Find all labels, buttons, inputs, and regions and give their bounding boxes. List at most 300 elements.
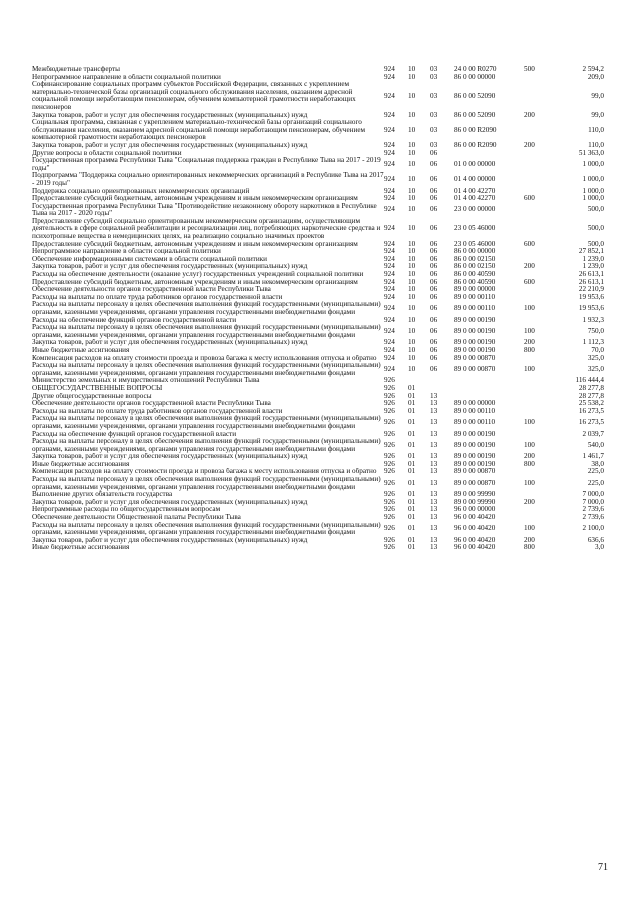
row-amount: 1 000,0 — [582, 175, 604, 184]
row-amount: 2 039,7 — [582, 430, 604, 438]
row-target-article: 96 0 00 40420 — [454, 544, 496, 552]
row-name: Расходы на обеспечение функций органов государственной власти — [32, 316, 237, 324]
row-name: Софинансирование социальных программ субъектов Российской Федерации, связанных с укреплением материально-технической базы организаций социального обслуживания населения, оказанием адресной социальной помощи неработающим пенсионерам, обучением компьютерной грамотности неработающих пенсионеров — [32, 81, 356, 111]
row-subsection-code: 06 — [430, 248, 438, 256]
row-expense-type: 100 — [524, 440, 535, 449]
page-number: 71 — [598, 862, 608, 873]
row-name: Расходы на выплаты персоналу в целях обеспечения выполнения функций государственными (муниципальными) органами, казенными учреждениями, органами управления государственными внебюджетными фондами — [32, 362, 381, 377]
row-grbs-code: 924 — [384, 316, 395, 324]
row-target-article: 89 0 00 00870 — [454, 364, 496, 373]
row-expense-type — [524, 385, 552, 393]
row-amount: 19 953,6 — [578, 304, 604, 313]
row-grbs-code: 924 — [384, 293, 395, 301]
row-name: Другие вопросы в области социальной политики — [32, 149, 182, 157]
row-expense-type: 200 — [524, 111, 535, 119]
row-section-code: 10 — [408, 326, 416, 335]
row-subsection-code: 13 — [430, 491, 438, 499]
row-grbs-code: 924 — [384, 346, 395, 354]
row-subsection-code: 13 — [430, 506, 438, 514]
row-expense-type — [524, 393, 552, 401]
row-expense-type: 100 — [524, 364, 535, 373]
row-target-article — [454, 377, 524, 385]
row-grbs-code: 926 — [384, 400, 395, 408]
row-subsection-code: 06 — [430, 316, 438, 324]
row-target-article: 96 0 00 40420 — [454, 524, 496, 533]
table-row — [32, 468, 604, 476]
row-amount: 28 277,8 — [578, 384, 604, 392]
row-section-code: 01 — [408, 514, 416, 522]
row-amount: 500,0 — [587, 205, 604, 214]
row-section-code: 01 — [408, 430, 416, 438]
row-expense-type — [524, 491, 552, 499]
row-amount: 25 538,2 — [578, 400, 604, 408]
row-expense-type — [524, 408, 552, 416]
table-row — [32, 81, 604, 111]
row-section-code: 10 — [408, 339, 416, 347]
table-row — [32, 188, 604, 196]
row-subsection-code: 06 — [430, 364, 438, 373]
budget-table-body — [32, 66, 604, 552]
row-expense-type — [524, 203, 552, 218]
row-amount: 225,0 — [587, 468, 604, 476]
row-target-article: 89 0 00 00870 — [454, 354, 496, 362]
row-name: ОБЩЕГОСУДАРСТВЕННЫЕ ВОПРОСЫ — [32, 384, 163, 392]
row-expense-type — [524, 74, 552, 82]
row-name: Закупка товаров, работ и услуг для обеспечения государственных (муниципальных) нужд — [32, 536, 308, 544]
table-row — [32, 431, 604, 439]
row-expense-type — [524, 218, 552, 241]
row-amount: 99,0 — [591, 111, 604, 119]
row-grbs-code: 924 — [384, 66, 395, 73]
row-grbs-code: 924 — [384, 205, 395, 214]
table-row — [32, 294, 604, 302]
table-row — [32, 256, 604, 264]
table-row — [32, 119, 604, 142]
row-amount: 325,0 — [587, 354, 604, 362]
row-section-code: 01 — [408, 418, 416, 427]
row-expense-type: 500 — [524, 66, 535, 73]
row-section-code: 10 — [408, 354, 416, 362]
table-row — [32, 499, 604, 507]
row-subsection-code: 13 — [430, 514, 438, 522]
table-row — [32, 324, 604, 339]
row-amount: 38,0 — [591, 460, 604, 468]
row-name: Компенсация расходов на оплату стоимости проезда и провоза багажа к месту использования отпуска и обратно — [32, 354, 377, 362]
row-amount: 27 852,1 — [578, 248, 604, 256]
row-target-article: 86 0 00 02150 — [454, 255, 496, 263]
table-row — [32, 150, 604, 158]
table-row — [32, 476, 604, 491]
row-expense-type — [524, 119, 552, 142]
row-expense-type — [524, 468, 552, 476]
row-subsection-code: 06 — [430, 255, 438, 263]
row-name: Закупка товаров, работ и услуг для обеспечения государственных (муниципальных) нужд — [32, 453, 308, 461]
row-amount: 1 239,0 — [582, 255, 604, 263]
row-section-code: 10 — [408, 73, 416, 81]
row-subsection-code: 13 — [430, 392, 438, 400]
row-name: Расходы на выплаты по оплате труда работников органов государственной власти — [32, 407, 283, 415]
row-grbs-code: 926 — [384, 377, 395, 385]
table-row — [32, 301, 604, 316]
row-subsection-code: 13 — [430, 407, 438, 415]
row-section-code: 10 — [408, 141, 416, 149]
row-section-code: 01 — [408, 491, 416, 499]
table-row — [32, 393, 604, 401]
row-target-article: 89 0 00 00110 — [454, 304, 496, 313]
row-subsection-code: 06 — [430, 326, 438, 335]
row-grbs-code: 924 — [384, 159, 395, 168]
row-target-article: 23 0 05 46000 — [454, 240, 496, 248]
row-section-code: 10 — [408, 293, 416, 301]
row-section-code: 10 — [408, 248, 416, 256]
row-section-code: 10 — [408, 159, 416, 168]
row-name: Государственная программа Республики Тыва "Социальная поддержка граждан в Республике Тыва на 2017 - 2019 годы" — [32, 157, 381, 172]
row-section-code: 10 — [408, 364, 416, 373]
table-row — [32, 415, 604, 430]
row-section-code: 01 — [408, 407, 416, 415]
row-target-article: 89 0 00 00110 — [454, 407, 496, 415]
row-amount: 500,0 — [587, 240, 604, 248]
row-target-article: 96 0 00 40420 — [454, 536, 496, 544]
row-expense-type: 800 — [524, 544, 535, 552]
row-section-code: 10 — [408, 316, 416, 324]
row-target-article: 86 0 00 00000 — [454, 73, 496, 81]
row-section-code: 10 — [408, 278, 416, 286]
row-name: Расходы на выплаты персоналу в целях обеспечения выполнения функций государственными (муниципальными) органами, казенными учреждениями, органами управления государственными внебюджетными фондами — [32, 476, 381, 491]
row-expense-type: 200 — [524, 141, 535, 149]
row-amount: 209,0 — [587, 73, 604, 81]
row-grbs-code: 924 — [384, 149, 395, 157]
row-amount: 1 112,3 — [582, 339, 604, 347]
row-expense-type: 600 — [524, 195, 535, 203]
row-section-code: 01 — [408, 460, 416, 468]
row-section-code: 10 — [408, 111, 416, 119]
row-section-code: 01 — [408, 536, 416, 544]
table-row — [32, 271, 604, 279]
row-name: Обеспечение деятельности органов государственной власти Республики Тыва — [32, 286, 271, 294]
table-row — [32, 506, 604, 514]
row-name: Расходы на выплаты персоналу в целях обеспечения выполнения функций государственными (муниципальными) органами, казенными учреждениями, органами управления государственными внебюджетными фондами — [32, 521, 381, 537]
row-target-article: 01 4 00 00000 — [454, 175, 496, 184]
row-amount: 7 000,0 — [582, 491, 604, 499]
table-row — [32, 74, 604, 82]
row-name: Расходы на выплаты персоналу в целях обеспечения выполнения функций государственными (муниципальными) органами, казенными учреждениями, органами управления государственными внебюджетными фондами — [32, 438, 381, 453]
row-grbs-code: 926 — [384, 418, 395, 427]
row-grbs-code: 926 — [384, 536, 395, 544]
row-target-article: 89 0 00 00000 — [454, 286, 496, 294]
row-expense-type: 200 — [524, 263, 535, 271]
row-amount: 116 444,4 — [575, 377, 604, 385]
row-amount: 1 461,7 — [582, 453, 604, 461]
row-subsection-code: 13 — [430, 478, 438, 487]
row-subsection-code: 06 — [430, 240, 438, 248]
row-subsection-code: 03 — [430, 111, 438, 119]
row-grbs-code: 926 — [384, 468, 395, 476]
row-name: Иные бюджетные ассигнования — [32, 460, 130, 468]
table-row — [32, 491, 604, 499]
row-amount: 225,0 — [587, 478, 604, 487]
table-row — [32, 195, 604, 203]
row-target-article: 01 4 00 42270 — [454, 195, 496, 203]
row-name: Расходы на выплаты персоналу в целях обеспечения выполнения функций государственными (муниципальными) органами, казенными учреждениями, органами управления государственными внебюджетными фондами — [32, 415, 381, 430]
row-name: Обеспечение деятельности Общественной палаты Республики Тыва — [32, 514, 241, 522]
row-expense-type — [524, 355, 552, 363]
row-expense-type — [524, 514, 552, 522]
row-section-code: 01 — [408, 400, 416, 408]
row-name: Закупка товаров, работ и услуг для обеспечения государственных (муниципальных) нужд — [32, 339, 308, 347]
row-subsection-code: 03 — [430, 91, 438, 100]
row-name: Социальная программа, связанная с укреплением материально-технической базы организаций социального обслуживания населения, оказанием адресной социальной помощи неработающим пенсионерам, обучением компьютерной грамотности неработающих пенсионеров — [32, 119, 366, 142]
row-amount: 26 613,1 — [578, 278, 604, 286]
table-row — [32, 112, 604, 120]
row-expense-type — [524, 431, 552, 439]
row-subsection-code: 06 — [430, 339, 438, 347]
row-name: Государственная программа Республики Тыва "Противодействие незаконному обороту наркотиков в Республике Тыва на 2017 - 2020 годы" — [32, 202, 377, 218]
row-expense-type — [524, 271, 552, 279]
row-amount: 1 000,0 — [582, 187, 604, 195]
row-section-code: 01 — [408, 544, 416, 552]
row-target-article: 86 0 00 40590 — [454, 278, 496, 286]
table-row — [32, 317, 604, 325]
row-amount: 3,0 — [595, 544, 604, 552]
row-grbs-code: 926 — [384, 491, 395, 499]
row-subsection-code: 06 — [430, 149, 438, 157]
row-subsection-code: 13 — [430, 468, 438, 476]
row-subsection-code: 06 — [430, 159, 438, 168]
row-name: Закупка товаров, работ и услуг для обеспечения государственных (муниципальных) нужд — [32, 111, 308, 119]
table-row — [32, 218, 604, 241]
row-subsection-code — [430, 385, 454, 393]
row-grbs-code: 926 — [384, 506, 395, 514]
row-expense-type — [524, 506, 552, 514]
table-row — [32, 66, 604, 74]
row-subsection-code: 13 — [430, 453, 438, 461]
row-name: Выполнение других обязательств государства — [32, 491, 173, 499]
row-expense-type: 200 — [524, 536, 535, 544]
row-grbs-code: 926 — [384, 460, 395, 468]
row-target-article: 89 0 00 00870 — [454, 478, 496, 487]
table-row — [32, 279, 604, 287]
row-grbs-code: 924 — [384, 187, 395, 195]
row-target-article: 89 0 00 00000 — [454, 400, 496, 408]
row-amount: 22 210,9 — [578, 286, 604, 294]
row-target-article: 89 0 00 99990 — [454, 498, 496, 506]
row-subsection-code: 13 — [430, 536, 438, 544]
row-expense-type — [524, 188, 552, 196]
row-expense-type — [524, 400, 552, 408]
row-expense-type: 800 — [524, 460, 535, 468]
row-name: Предоставление субсидий бюджетным, автономным учреждениям и иным некоммерческим организациям — [32, 195, 358, 203]
row-target-article: 01 0 00 00000 — [454, 159, 496, 168]
row-section-code: 10 — [408, 149, 416, 157]
row-name: Иные бюджетные ассигнования — [32, 544, 130, 552]
row-amount: 7 000,0 — [582, 498, 604, 506]
row-target-article: 86 0 00 02150 — [454, 263, 496, 271]
row-amount: 110,0 — [588, 125, 604, 134]
row-name: Предоставление субсидий социально ориентированным некоммерческим организациям, осуществляющим деятельность в сфере социальной реабилитации и ресоциализации лиц, потребляющих наркотические средства и психотропные вещества в немедицинских целях, на реализацию социально значимых проектов — [32, 217, 381, 241]
row-section-code: 10 — [408, 271, 416, 279]
row-subsection-code: 06 — [430, 286, 438, 294]
row-target-article: 89 0 00 00190 — [454, 440, 496, 449]
row-grbs-code: 924 — [384, 326, 395, 335]
row-grbs-code: 924 — [384, 141, 395, 149]
row-expense-type: 800 — [524, 346, 535, 354]
row-target-article: 86 0 00 R2090 — [454, 141, 497, 149]
row-subsection-code: 13 — [430, 544, 438, 552]
table-row — [32, 203, 604, 218]
row-amount: 19 953,6 — [578, 293, 604, 301]
table-row — [32, 241, 604, 249]
row-subsection-code: 06 — [430, 354, 438, 362]
row-amount: 51 363,0 — [578, 149, 604, 157]
row-target-article: 89 0 00 00190 — [454, 460, 496, 468]
row-target-article — [454, 393, 524, 401]
table-row — [32, 400, 604, 408]
row-section-code: 01 — [408, 384, 416, 392]
row-grbs-code: 926 — [384, 514, 395, 522]
table-row — [32, 385, 604, 393]
row-target-article: 89 0 00 00190 — [454, 326, 496, 335]
row-amount: 16 273,5 — [578, 418, 604, 427]
row-amount: 28 277,8 — [578, 392, 604, 400]
row-target-article: 23 0 05 46000 — [454, 224, 496, 233]
row-subsection-code: 06 — [430, 175, 438, 184]
row-expense-type: 200 — [524, 498, 535, 506]
row-name: Межбюджетные трансферты — [32, 66, 120, 73]
row-subsection-code: 06 — [430, 187, 438, 195]
table-row — [32, 522, 604, 537]
row-grbs-code: 926 — [384, 453, 395, 461]
row-expense-type — [524, 172, 552, 187]
row-subsection-code — [430, 377, 454, 385]
row-expense-type: 100 — [524, 304, 535, 313]
row-expense-type — [524, 294, 552, 302]
row-grbs-code: 924 — [384, 175, 395, 184]
row-section-code: 10 — [408, 187, 416, 195]
row-section-code: 10 — [408, 66, 416, 73]
row-subsection-code: 13 — [430, 418, 438, 427]
table-row — [32, 339, 604, 347]
row-amount: 16 273,5 — [578, 407, 604, 415]
row-section-code: 10 — [408, 240, 416, 248]
row-name: Компенсация расходов на оплату стоимости проезда и провоза багажа к месту использования отпуска и обратно — [32, 468, 377, 476]
row-amount: 2 739,6 — [582, 514, 604, 522]
row-name: Расходы на выплаты по оплате труда работников органов государственной власти — [32, 293, 283, 301]
table-row — [32, 248, 604, 256]
row-section-code: 10 — [408, 224, 416, 233]
table-row — [32, 453, 604, 461]
row-amount: 1 000,0 — [582, 159, 604, 168]
row-expense-type: 600 — [524, 240, 535, 248]
row-target-article: 89 0 00 00190 — [454, 453, 496, 461]
row-target-article: 23 0 00 00000 — [454, 205, 496, 214]
row-expense-type: 100 — [524, 524, 535, 533]
row-section-code: 01 — [408, 468, 416, 476]
row-target-article: 24 0 00 R0270 — [454, 66, 497, 73]
table-row — [32, 537, 604, 545]
table-row — [32, 544, 604, 552]
row-amount: 26 613,1 — [578, 271, 604, 279]
row-name: Обеспечение деятельности органов государственной власти Республики Тыва — [32, 400, 271, 408]
row-expense-type — [524, 377, 552, 385]
row-grbs-code: 924 — [384, 125, 395, 134]
row-grbs-code: 924 — [384, 304, 395, 313]
table-row — [32, 355, 604, 363]
row-expense-type — [524, 317, 552, 325]
table-row — [32, 142, 604, 150]
row-section-code: 10 — [408, 195, 416, 203]
row-subsection-code: 06 — [430, 278, 438, 286]
table-row — [32, 172, 604, 187]
table-row — [32, 408, 604, 416]
table-row — [32, 157, 604, 172]
row-name: Поддержка социально ориентированных некоммерческих организаций — [32, 187, 250, 195]
row-target-article: 89 0 00 00110 — [454, 293, 496, 301]
row-name: Министерство земельных и имущественных отношений Республики Тыва — [32, 377, 260, 385]
row-subsection-code: 13 — [430, 524, 438, 533]
row-subsection-code: 06 — [430, 263, 438, 271]
row-section-code: 10 — [408, 286, 416, 294]
row-section-code: 01 — [408, 440, 416, 449]
row-target-article: 89 0 00 00190 — [454, 339, 496, 347]
row-amount: 2 739,6 — [582, 506, 604, 514]
row-amount: 70,0 — [591, 346, 604, 354]
row-target-article: 89 0 00 99990 — [454, 491, 496, 499]
row-section-code: 10 — [408, 304, 416, 313]
row-amount: 750,0 — [587, 326, 604, 335]
row-section-code: 10 — [408, 175, 416, 184]
row-grbs-code: 924 — [384, 364, 395, 373]
table-row — [32, 438, 604, 453]
row-grbs-code: 924 — [384, 278, 395, 286]
row-grbs-code: 926 — [384, 478, 395, 487]
row-expense-type: 200 — [524, 339, 535, 347]
row-section-code: 10 — [408, 205, 416, 214]
row-section-code: 10 — [408, 91, 416, 100]
row-section-code: 01 — [408, 392, 416, 400]
row-amount: 1 239,0 — [582, 263, 604, 271]
row-name: Подпрограмма "Поддержка социально ориентированных некоммерческих организаций в Республике Тыва на 2017 - 2019 годы" — [32, 172, 384, 187]
row-amount: 2 594,2 — [582, 66, 604, 73]
row-name: Закупка товаров, работ и услуг для обеспечения государственных (муниципальных) нужд — [32, 141, 308, 149]
budget-table — [32, 66, 604, 552]
row-target-article: 89 0 00 00190 — [454, 316, 496, 324]
row-amount: 636,6 — [587, 536, 604, 544]
row-name: Предоставление субсидий бюджетным, автономным учреждениям и иным некоммерческим организациям — [32, 240, 358, 248]
row-name: Расходы на обеспечение функций органов государственной власти — [32, 430, 237, 438]
row-expense-type — [524, 256, 552, 264]
table-row — [32, 461, 604, 469]
row-section-code: 01 — [408, 453, 416, 461]
row-name: Непрограммные расходы по общегосударственным вопросам — [32, 506, 221, 514]
table-row — [32, 263, 604, 271]
row-subsection-code: 06 — [430, 346, 438, 354]
row-amount: 1 932,3 — [582, 316, 604, 324]
row-target-article: 01 4 00 42270 — [454, 187, 496, 195]
row-section-code: 01 — [408, 524, 416, 533]
row-amount: 1 000,0 — [582, 195, 604, 203]
row-amount: 110,0 — [588, 141, 604, 149]
row-target-article: 89 0 00 00190 — [454, 430, 496, 438]
row-target-article — [454, 385, 524, 393]
row-name: Иные бюджетные ассигнования — [32, 346, 130, 354]
row-amount: 540,0 — [587, 440, 604, 449]
row-name: Расходы на выплаты персоналу в целях обеспечения выполнения функций государственными (муниципальными) органами, казенными учреждениями, органами управления государственными внебюджетными фондами — [32, 324, 381, 339]
row-grbs-code: 924 — [384, 73, 395, 81]
row-subsection-code: 06 — [430, 304, 438, 313]
row-target-article: 89 0 00 00110 — [454, 418, 496, 427]
row-subsection-code: 06 — [430, 271, 438, 279]
